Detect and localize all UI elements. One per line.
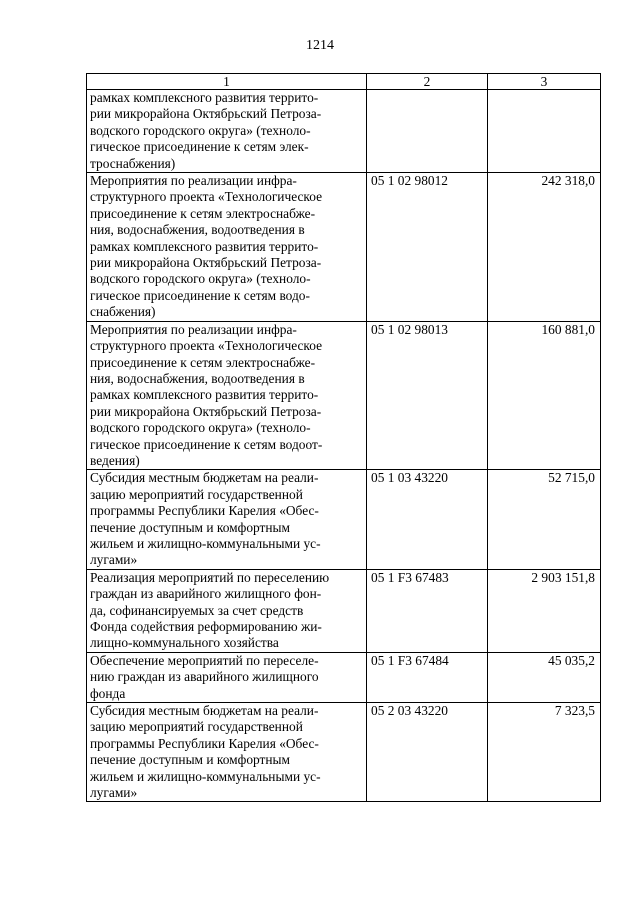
table-body (87, 90, 601, 802)
description-line: присоединение к сетям электроснабже- (90, 354, 316, 370)
row-amount: 45 035,2 (488, 652, 601, 702)
description-line: зацию мероприятий государственной (90, 486, 303, 502)
row-description (87, 90, 367, 173)
row-description (87, 470, 367, 569)
row-code: 05 1 F3 67484 (367, 652, 488, 702)
description-line: рамках комплексного развития террито- (90, 387, 319, 403)
row-code: 05 1 F3 67483 (367, 569, 488, 652)
description-line: да, софинансируемых за счет средств (90, 602, 304, 618)
column-header-1: 1 (87, 74, 367, 90)
description-line: Мероприятия по реализации инфра- (90, 321, 297, 337)
description-line: лугами» (90, 785, 138, 801)
description-line: Обеспечение мероприятий по переселе- (90, 652, 319, 668)
description-line: структурного проекта «Технологическое (90, 189, 323, 205)
page-number: 1214 (306, 38, 334, 53)
description-line: рии микрорайона Октябрьский Петроза- (90, 403, 322, 419)
row-amount: 7 323,5 (488, 703, 601, 802)
description-line: ведения) (90, 452, 140, 468)
table-row (87, 321, 601, 470)
description-line: присоединение к сетям электроснабже- (90, 205, 316, 221)
column-header-2: 2 (367, 74, 488, 90)
description-line: Субсидия местным бюджетам на реали- (90, 470, 319, 486)
row-amount: 242 318,0 (488, 173, 601, 322)
description-line: программы Республики Карелия «Обес- (90, 735, 319, 751)
description-line: гическое присоединение к сетям элек- (90, 139, 309, 155)
table-row (87, 173, 601, 322)
description-line: рамках комплексного развития террито- (90, 238, 319, 254)
description-line: лугами» (90, 552, 138, 568)
row-code: 05 1 02 98013 (367, 321, 488, 470)
description-line: снабжения) (90, 304, 156, 320)
table-row (87, 90, 601, 173)
description-line: ния, водоснабжения, водоотведения в (90, 370, 305, 386)
description-line: программы Республики Карелия «Обес- (90, 503, 319, 519)
table-row (87, 470, 601, 569)
row-description (87, 703, 367, 802)
table-row (87, 569, 601, 652)
row-description (87, 173, 367, 322)
description-line: рамках комплексного развития террито- (90, 90, 319, 105)
row-amount: 52 715,0 (488, 470, 601, 569)
row-code (367, 90, 488, 173)
row-code: 05 2 03 43220 (367, 703, 488, 802)
description-line: структурного проекта «Технологическое (90, 338, 323, 354)
description-line: фонда (90, 685, 126, 701)
row-code: 05 1 03 43220 (367, 470, 488, 569)
description-line: троснабжения) (90, 155, 176, 171)
description-line: рии микрорайона Октябрьский Петроза- (90, 255, 322, 271)
description-line: гическое присоединение к сетям водоот- (90, 436, 323, 452)
description-line: водского городского округа» (техноло- (90, 271, 311, 287)
description-line: рии микрорайона Октябрьский Петроза- (90, 106, 322, 122)
column-header-3: 3 (488, 74, 601, 90)
description-line: лищно-коммунального хозяйства (90, 635, 279, 651)
description-line: водского городского округа» (техноло- (90, 122, 311, 138)
description-line: нию граждан из аварийного жилищного (90, 669, 319, 685)
description-line: печение доступным и комфортным (90, 752, 291, 768)
description-line: Реализация мероприятий по переселению (90, 569, 330, 585)
description-line: ния, водоснабжения, водоотведения в (90, 222, 305, 238)
description-line: жильем и жилищно-коммунальными ус- (90, 535, 321, 551)
row-description (87, 569, 367, 652)
description-line: зацию мероприятий государственной (90, 719, 303, 735)
row-description (87, 652, 367, 702)
table-row (87, 703, 601, 802)
budget-table (86, 73, 601, 802)
row-code: 05 1 02 98012 (367, 173, 488, 322)
description-line: печение доступным и комфортным (90, 519, 291, 535)
description-line: Фонда содействия реформированию жи- (90, 619, 322, 634)
description-line: жильем и жилищно-коммунальными ус- (90, 768, 321, 784)
row-amount (488, 90, 601, 173)
description-line: водского городского округа» (техноло- (90, 420, 311, 436)
description-line: Субсидия местным бюджетам на реали- (90, 703, 319, 719)
row-description (87, 321, 367, 470)
table-header-row (87, 74, 601, 90)
description-line: граждан из аварийного жилищного фон- (90, 586, 322, 602)
row-amount: 2 903 151,8 (488, 569, 601, 652)
row-amount: 160 881,0 (488, 321, 601, 470)
description-line: Мероприятия по реализации инфра- (90, 173, 297, 189)
description-line: гическое присоединение к сетям водо- (90, 287, 310, 303)
table-row (87, 652, 601, 702)
